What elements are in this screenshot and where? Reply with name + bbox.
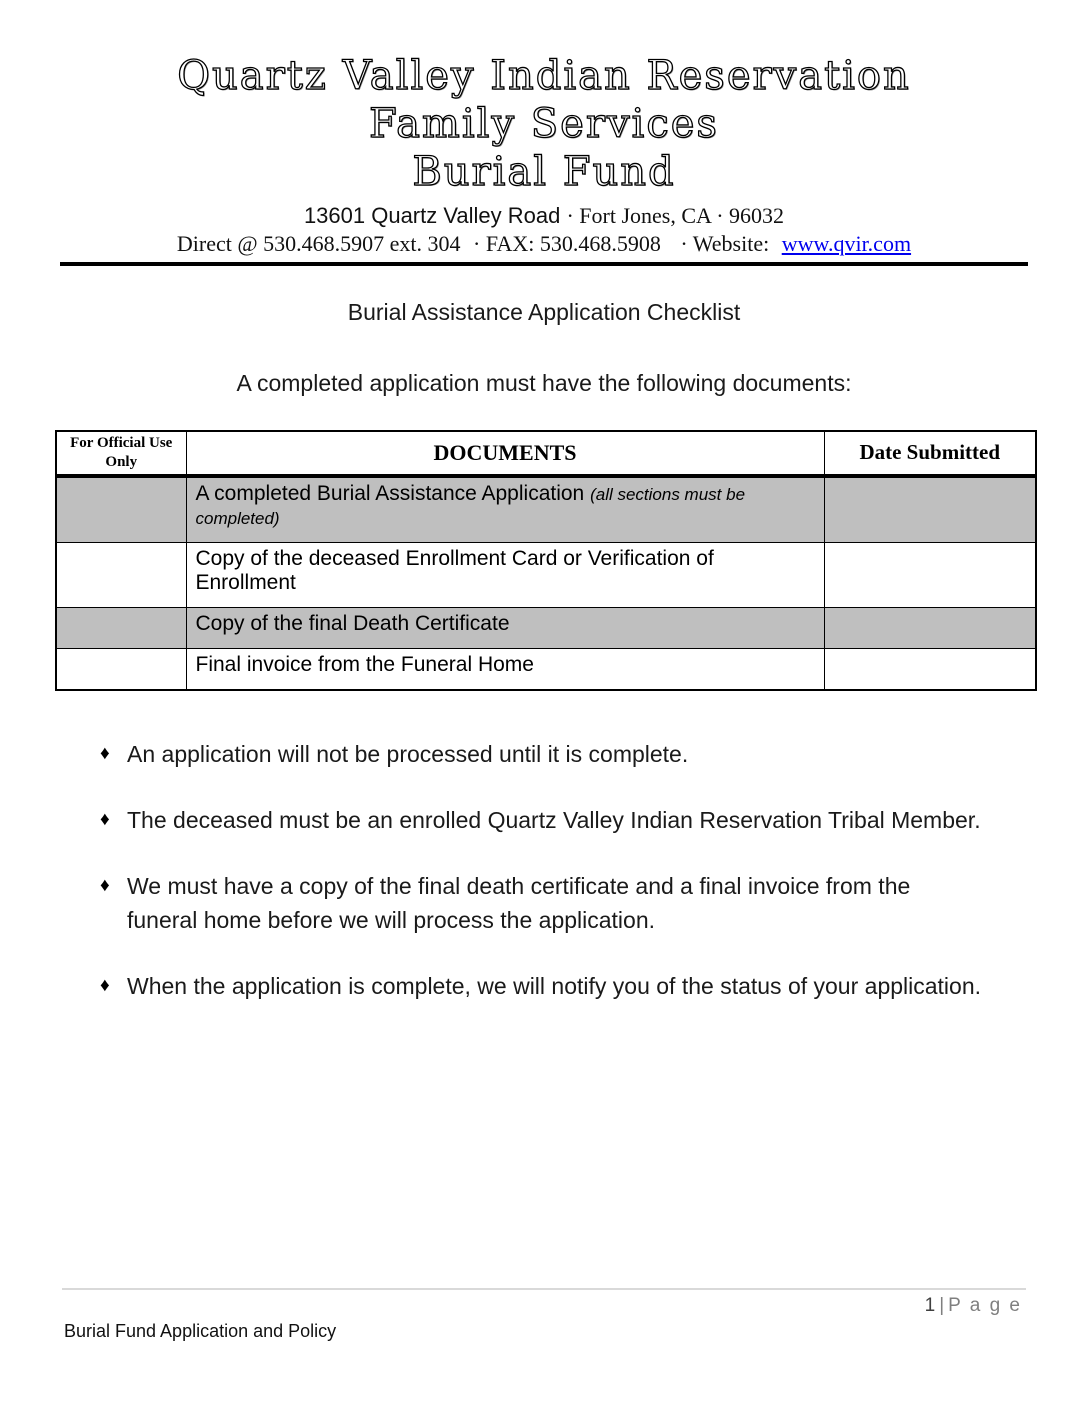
table-row	[56, 648, 1036, 690]
document-text: Final invoice from the Funeral Home	[195, 652, 534, 676]
column-header-official-use: For Official Use Only	[56, 431, 186, 476]
table-row	[56, 607, 1036, 648]
document-note: (all sections must be completed)	[195, 484, 746, 528]
official-use-cell	[56, 607, 186, 648]
org-title-line-2: Family Services	[369, 101, 719, 147]
contact-fax: · FAX: 530.468.5908	[473, 231, 661, 256]
list-item-text: We must have a copy of the final death certificate and a final invoice from the funeral home before we will process the application.	[127, 872, 911, 933]
document-cell	[186, 542, 824, 607]
org-address-city: · Fort Jones, CA · 96032	[566, 203, 785, 228]
contact-phone: Direct @ 530.468.5907 ext. 304	[176, 231, 461, 256]
footer-doc-title: Burial Fund Application and Policy	[64, 1321, 337, 1341]
table-row	[56, 476, 1036, 543]
page-number-label: P a g e	[948, 1295, 1022, 1316]
column-header-documents: DOCUMENTS	[186, 431, 824, 476]
list-item	[100, 869, 1000, 937]
column-header-date-submitted: Date Submitted	[824, 431, 1036, 476]
document-cell	[186, 607, 824, 648]
date-submitted-cell	[824, 476, 1036, 543]
page-number-value: 1	[924, 1295, 936, 1316]
diamond-bullet-icon: ♦	[100, 974, 110, 996]
checklist-table	[55, 430, 1037, 691]
header-rule	[60, 262, 1028, 266]
date-submitted-cell	[824, 648, 1036, 690]
official-use-cell	[56, 542, 186, 607]
contact-website-label: · Website:	[680, 231, 770, 256]
intro-text: A completed application must have the following documents:	[236, 370, 852, 396]
date-submitted-cell	[824, 607, 1036, 648]
table-header-row	[56, 431, 1036, 476]
diamond-bullet-icon: ♦	[100, 874, 110, 896]
org-title-line-1: Quartz Valley Indian Reservation	[177, 53, 911, 99]
document-cell	[186, 648, 824, 690]
list-item-text: The deceased must be an enrolled Quartz Valley Indian Reservation Tribal Member.	[127, 806, 981, 833]
official-use-cell	[56, 476, 186, 543]
document-cell	[186, 476, 824, 543]
list-item-text: An application will not be processed until it is complete.	[127, 740, 689, 767]
page-title: Burial Assistance Application Checklist	[347, 299, 741, 325]
list-item	[100, 803, 1000, 837]
list-item-text: When the application is complete, we will notify you of the status of your application.	[127, 972, 982, 999]
diamond-bullet-icon: ♦	[100, 742, 110, 764]
page-number	[925, 1295, 1022, 1317]
date-submitted-cell	[824, 542, 1036, 607]
document-text: Copy of the final Death Certificate	[195, 611, 510, 635]
org-title-line-3: Burial Fund	[412, 149, 676, 195]
footer-divider	[62, 1288, 1026, 1290]
website-link[interactable]: www.qvir.com	[781, 231, 912, 256]
list-item	[100, 969, 1000, 1003]
list-item	[100, 737, 1000, 771]
document-text: Copy of the deceased Enrollment Card or Verification of Enrollment	[195, 546, 714, 594]
table-row	[56, 542, 1036, 607]
page-number-separator: |	[939, 1295, 945, 1316]
letterhead	[0, 0, 1088, 266]
org-address-street: 13601 Quartz Valley Road	[303, 203, 561, 228]
org-address	[0, 203, 1088, 229]
diamond-bullet-icon: ♦	[100, 808, 110, 830]
official-use-cell	[56, 648, 186, 690]
notes-list	[100, 737, 1000, 1003]
document-text: A completed Burial Assistance Application	[195, 481, 585, 505]
org-contact	[0, 231, 1088, 257]
